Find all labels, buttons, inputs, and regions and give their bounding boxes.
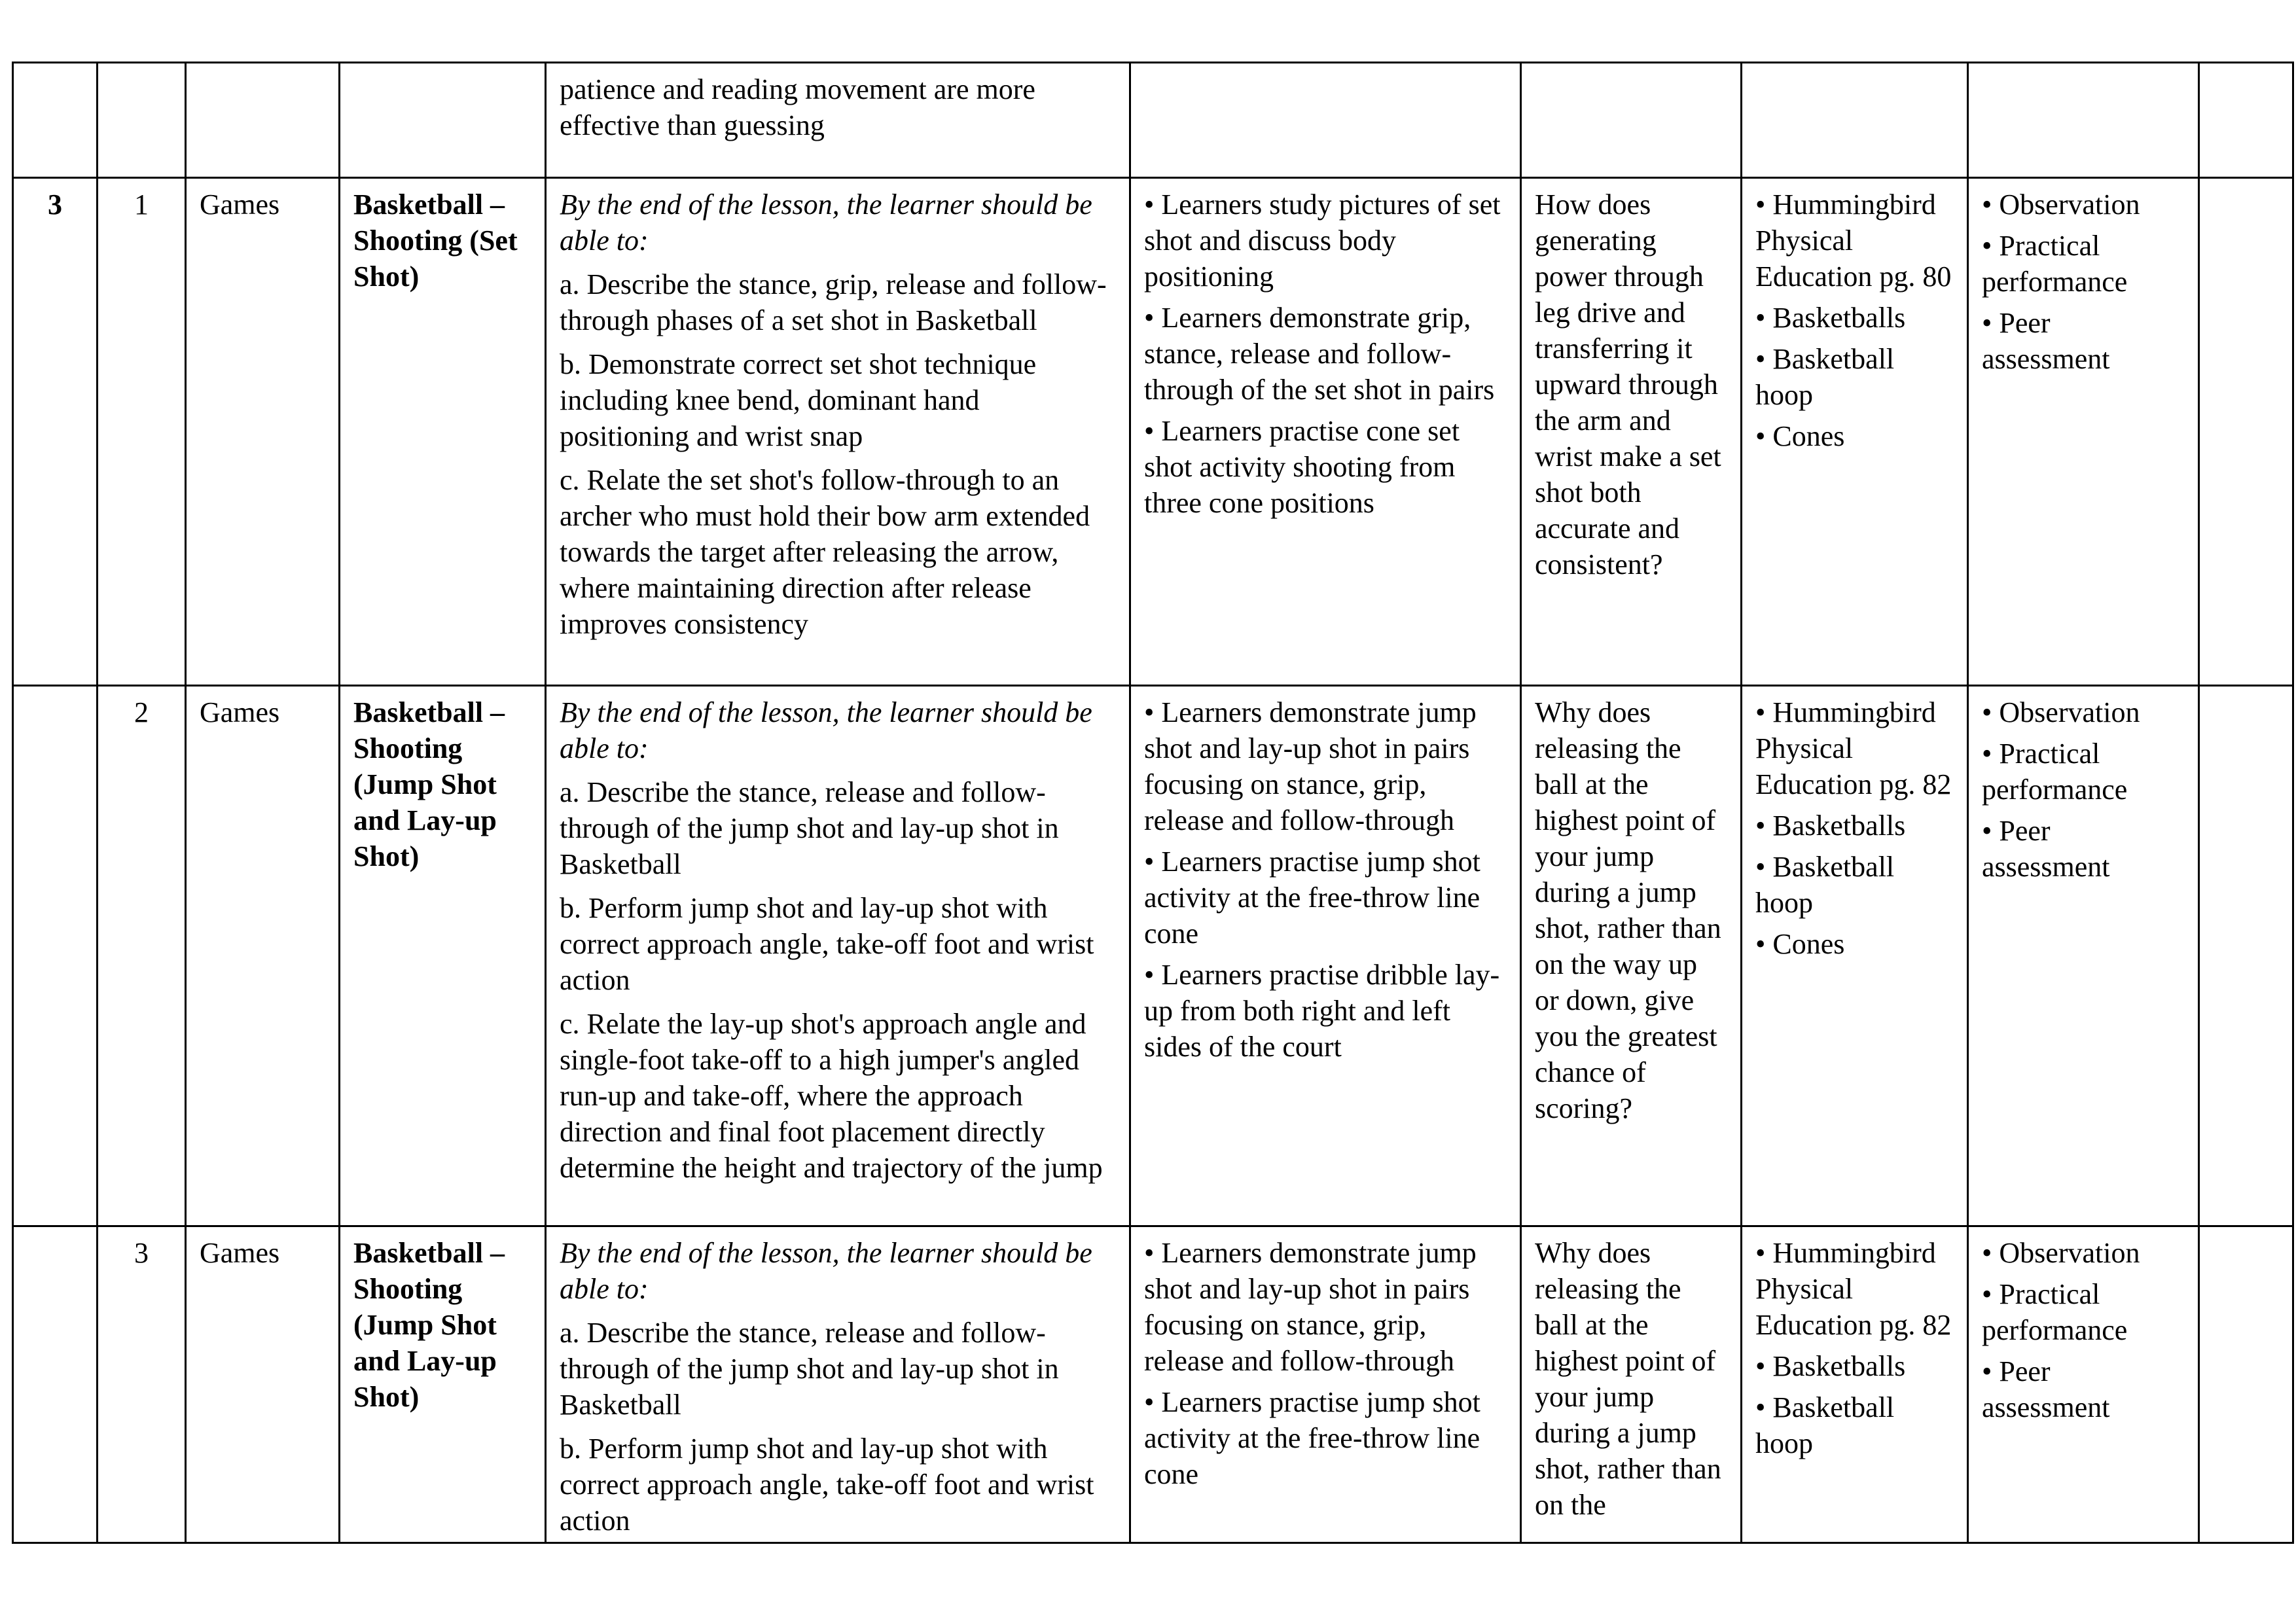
experience-item: • Learners demonstrate jump shot and lay-up shot in pairs focusing on stance, grip, release and follow-through xyxy=(1144,694,1507,838)
resource-item: • Basketball hoop xyxy=(1755,1389,1954,1461)
sub-strand-cell: Basketball – Shooting (Jump Shot and Lay-up Shot) xyxy=(340,1226,546,1543)
outcome-item: b. Demonstrate correct set shot technique including knee bend, dominant hand positioning and wrist snap xyxy=(560,348,1037,452)
week-cell: 3 xyxy=(13,178,98,686)
resource-item: • Basketballs xyxy=(1755,808,1954,844)
assessment-item: • Peer assessment xyxy=(1982,813,2185,885)
strand-cell: Games xyxy=(186,686,340,1226)
assessment-item: • Practical performance xyxy=(1982,736,2185,808)
outcome-item: c. Relate the lay-up shot's approach angle and single-foot take-off to a high jumper's angled run-up and take-off, where the approach direction and final foot placement directly determine the height and trajectory of the jump xyxy=(560,1008,1103,1184)
inquiry-question-cell: Why does releasing the ball at the highest point of your jump during a jump shot, rather than on the way up or down, give you the greatest chance of scoring? xyxy=(1521,686,1742,1226)
assessment-item: • Observation xyxy=(1982,694,2185,730)
learning-experiences-cell xyxy=(1130,178,1521,686)
assessment-item: • Practical performance xyxy=(1982,228,2185,300)
sub-strand-cell: Basketball – Shooting (Jump Shot and Lay-up Shot) xyxy=(340,686,546,1226)
lesson-cell: 1 xyxy=(98,178,186,686)
experience-item: • Learners demonstrate jump shot and lay-up shot in pairs focusing on stance, grip, release and follow-through xyxy=(1144,1235,1507,1379)
assessment-item: • Practical performance xyxy=(1982,1276,2185,1348)
assessment-cell xyxy=(1968,178,2199,686)
strand-cell: Games xyxy=(186,1226,340,1543)
sub-strand-cell: Basketball – Shooting (Set Shot) xyxy=(340,178,546,686)
experience-item: • Learners practise cone set shot activity shooting from three cone positions xyxy=(1144,413,1507,521)
outcome-item: a. Describe the stance, release and follow-through of the jump shot and lay-up shot in Basketball xyxy=(560,776,1059,880)
remarks-cell xyxy=(2199,1226,2293,1543)
assessment-cell xyxy=(1968,63,2199,178)
outcome-item: a. Describe the stance, release and follow-through of the jump shot and lay-up shot in Basketball xyxy=(560,1317,1059,1421)
resources-cell xyxy=(1742,178,1968,686)
inquiry-question-cell xyxy=(1521,63,1742,178)
outcome-item: a. Describe the stance, grip, release and follow-through phases of a set shot in Basketball xyxy=(560,268,1107,336)
week-cell xyxy=(13,1226,98,1543)
remarks-cell xyxy=(2199,686,2293,1226)
assessment-cell xyxy=(1968,1226,2199,1543)
learning-outcomes-cell xyxy=(546,686,1130,1226)
lesson-cell: 3 xyxy=(98,1226,186,1543)
experience-item: • Learners practise jump shot activity at the free-throw line cone xyxy=(1144,1384,1507,1492)
learning-outcomes-cell xyxy=(546,1226,1130,1543)
strand-cell xyxy=(186,63,340,178)
resource-item: • Cones xyxy=(1755,418,1954,454)
experience-item: • Learners demonstrate grip, stance, release and follow-through of the set shot in pairs xyxy=(1144,300,1507,408)
inquiry-question-cell: Why does releasing the ball at the highest point of your jump during a jump shot, rather than on the xyxy=(1521,1226,1742,1543)
assessment-item: • Observation xyxy=(1982,1235,2185,1271)
inquiry-question-cell: How does generating power through leg drive and transferring it upward through the arm and wrist make a set shot both accurate and consistent? xyxy=(1521,178,1742,686)
outcomes-intro: By the end of the lesson, the learner should be able to: xyxy=(560,1237,1092,1305)
week-cell xyxy=(13,686,98,1226)
resources-cell xyxy=(1742,63,1968,178)
outcomes-intro: By the end of the lesson, the learner should be able to: xyxy=(560,188,1092,257)
strand-cell: Games xyxy=(186,178,340,686)
assessment-cell xyxy=(1968,686,2199,1226)
resources-cell xyxy=(1742,1226,1968,1543)
sub-strand-cell xyxy=(340,63,546,178)
table-row xyxy=(13,1226,2293,1543)
week-cell xyxy=(13,63,98,178)
experience-item: • Learners study pictures of set shot and discuss body positioning xyxy=(1144,187,1507,294)
table-row xyxy=(13,686,2293,1226)
resource-item: • Basketball hoop xyxy=(1755,849,1954,921)
resource-item: • Hummingbird Physical Education pg. 80 xyxy=(1755,187,1954,294)
table-row-continued xyxy=(13,63,2293,178)
resource-item: • Cones xyxy=(1755,926,1954,962)
resource-item: • Basketballs xyxy=(1755,300,1954,336)
outcomes-intro: By the end of the lesson, the learner should be able to: xyxy=(560,696,1092,764)
learning-experiences-cell xyxy=(1130,1226,1521,1543)
experience-item: • Learners practise jump shot activity at the free-throw line cone xyxy=(1144,844,1507,952)
assessment-item: • Peer assessment xyxy=(1982,1353,2185,1425)
lesson-cell xyxy=(98,63,186,178)
remarks-cell xyxy=(2199,63,2293,178)
assessment-item: • Peer assessment xyxy=(1982,305,2185,377)
learning-outcomes-cell xyxy=(546,63,1130,178)
resource-item: • Basketball hoop xyxy=(1755,341,1954,413)
resource-item: • Basketballs xyxy=(1755,1348,1954,1384)
outcome-item: b. Perform jump shot and lay-up shot with correct approach angle, take-off foot and wrist action xyxy=(560,892,1094,996)
learning-outcomes-cell xyxy=(546,178,1130,686)
outcome-text: patience and reading movement are more effective than guessing xyxy=(560,73,1035,141)
experience-item: • Learners practise dribble lay-up from both right and left sides of the court xyxy=(1144,957,1507,1065)
outcome-item: c. Relate the set shot's follow-through to an archer who must hold their bow arm extended towards the target after releasing the arrow, where maintaining direction after release improves consistency xyxy=(560,464,1090,640)
lesson-cell: 2 xyxy=(98,686,186,1226)
resource-item: • Hummingbird Physical Education pg. 82 xyxy=(1755,694,1954,802)
resource-item: • Hummingbird Physical Education pg. 82 xyxy=(1755,1235,1954,1343)
table-row xyxy=(13,178,2293,686)
outcome-item: b. Perform jump shot and lay-up shot with correct approach angle, take-off foot and wrist action xyxy=(560,1433,1094,1537)
scheme-of-work-table xyxy=(12,62,2294,1544)
resources-cell xyxy=(1742,686,1968,1226)
remarks-cell xyxy=(2199,178,2293,686)
learning-experiences-cell xyxy=(1130,686,1521,1226)
learning-experiences-cell xyxy=(1130,63,1521,178)
assessment-item: • Observation xyxy=(1982,187,2185,223)
